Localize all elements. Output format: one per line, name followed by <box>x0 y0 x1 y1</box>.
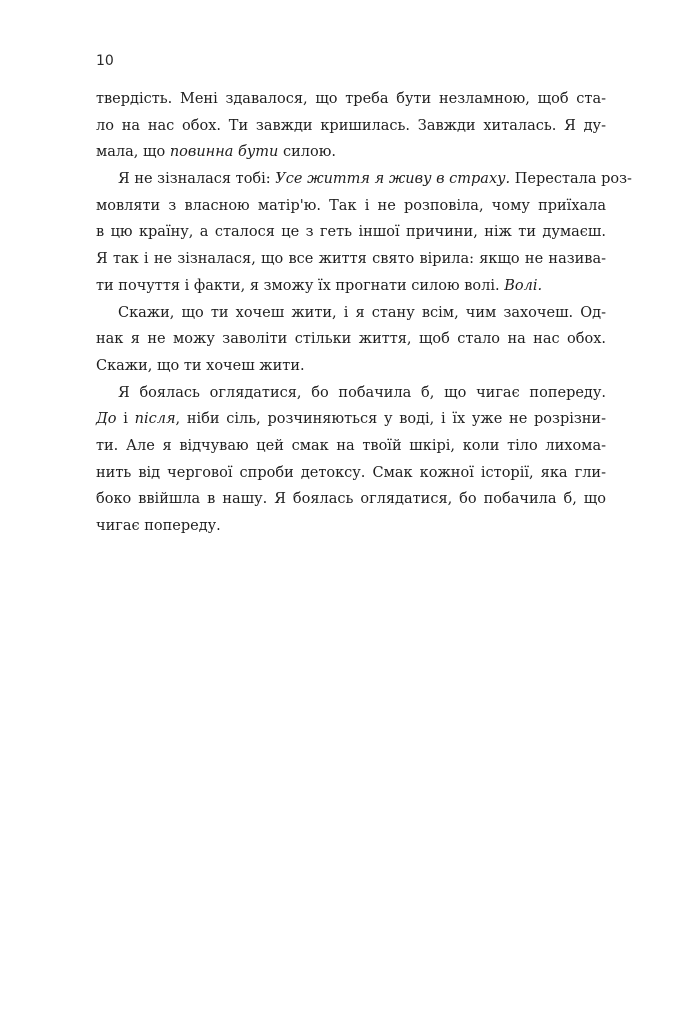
page-number: 10 <box>96 53 114 69</box>
body-text <box>96 86 632 540</box>
text-line <box>96 139 606 166</box>
paragraph <box>96 300 606 380</box>
text-line <box>96 166 632 193</box>
paragraph <box>96 86 606 166</box>
text-segment: чигає попереду. <box>96 518 221 534</box>
italic-text: Волі. <box>504 277 543 294</box>
text-segment: мала, що <box>96 144 170 161</box>
text-segment: ти почуття і факти, я зможу їх прогнати силою волі. <box>96 277 505 294</box>
text-line <box>96 300 606 327</box>
text-segment: Я так і не зізналася, що все життя свято вірила: якщо не назива- <box>96 251 606 268</box>
text-segment: і <box>116 411 135 428</box>
text-line <box>96 433 606 460</box>
italic-text: після <box>134 411 176 428</box>
text-line <box>96 273 606 300</box>
text-line <box>96 86 606 113</box>
italic-text: повинна бути <box>169 144 279 161</box>
text-line <box>96 113 606 140</box>
italic-text: Усе життя я живу в страху. <box>275 171 511 188</box>
text-segment: ти. Але я відчуваю цей смак на твоїй шкірі, коли тіло лихома- <box>96 437 606 454</box>
text-segment: Скажи, що ти хочеш жити. <box>96 357 305 374</box>
text-segment: силою. <box>278 144 336 161</box>
text-line <box>96 219 606 246</box>
text-segment: , ніби сіль, розчиняються у воді, і їх уже не розрізни- <box>175 411 606 428</box>
text-line <box>96 406 606 433</box>
text-line <box>96 486 606 513</box>
text-segment: ло на нас обох. Ти завжди кришилась. Завжди хиталась. Я ду- <box>96 117 606 134</box>
text-line <box>96 353 606 380</box>
text-segment: нить від чергової спроби детоксу. Смак кожної історії, яка гли- <box>96 464 606 481</box>
paragraph <box>96 380 606 540</box>
paragraph <box>96 166 632 299</box>
text-segment: Я боялась оглядатися, бо побачила б, що чигає попереду. <box>118 384 606 401</box>
text-segment: Перестала роз- <box>510 171 632 188</box>
text-segment: мовляти з власною матір'ю. Так і не розповіла, чому приїхала <box>96 197 606 214</box>
text-segment: в цю країну, а сталося це з геть іншої причини, ніж ти думаєш. <box>96 224 606 241</box>
text-line <box>96 246 606 273</box>
text-segment: нак я не можу заволіти стільки життя, щоб стало на нас обох. <box>96 331 606 348</box>
text-line <box>96 326 606 353</box>
text-line <box>96 460 606 487</box>
text-segment: твердість. Мені здавалося, що треба бути незламною, щоб ста- <box>96 91 606 107</box>
text-segment: боко ввійшла в нашу. Я боялась оглядатися, бо побачила б, що <box>96 491 606 508</box>
text-line <box>96 193 606 220</box>
italic-text: До <box>96 411 117 428</box>
text-line <box>96 380 606 407</box>
text-segment: Скажи, що ти хочеш жити, і я стану всім, чим захочеш. Од- <box>118 304 606 321</box>
text-segment: Я не зізналася тобі: <box>118 171 276 188</box>
text-line <box>96 513 606 540</box>
